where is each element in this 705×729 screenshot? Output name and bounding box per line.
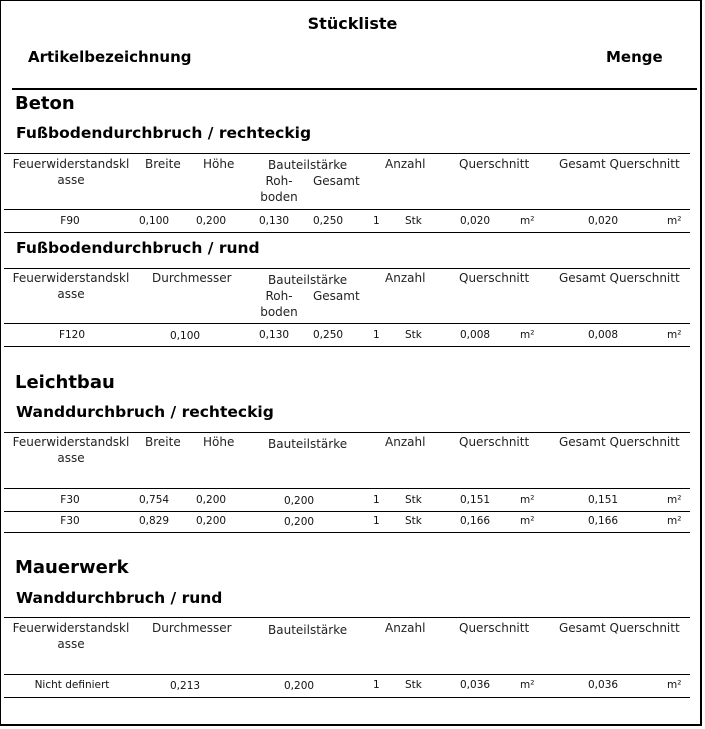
header-total: Gesamt [313,174,360,188]
table-header-bottom-line [4,488,690,489]
cell-unit: Stk [405,329,422,341]
cell-unit: Stk [405,515,422,527]
cell-total-cross-section-unit: m² [667,329,682,341]
cell-total-cross-section-unit: m² [667,679,682,691]
cell-total-cross-section: 0,020 [588,215,619,227]
header-total-cross-section: Gesamt Querschnitt [559,157,680,171]
cell-height: 0,200 [196,515,227,527]
cell-count: 1 [373,515,380,527]
cell-total-cross-section: 0,151 [588,494,619,506]
header-count: Anzahl [385,435,426,449]
cell-total-cross-section-unit: m² [667,494,682,506]
group-title-beton: Beton [15,93,75,114]
cell-total-cross-section-unit: m² [667,515,682,527]
row-line [4,232,690,233]
table-header-line [4,268,690,269]
header-rule [12,88,697,90]
cell-width: 0,100 [139,215,170,227]
header-width: Breite [145,157,181,171]
cell-cross-section-unit: m² [520,215,535,227]
header-cross-section: Querschnitt [459,157,530,171]
cell-total-cross-section: 0,036 [588,679,619,691]
cell-total: 0,250 [313,215,344,227]
header-wall-thickness: Bauteilstärke [268,273,348,287]
header-raw-floor: Roh- boden [260,174,298,204]
cell-diameter: 0,100 [170,330,201,342]
cell-unit: Stk [405,215,422,227]
cell-total: 0,250 [313,329,344,341]
cell-count: 1 [373,679,380,691]
table-header-bottom-line [4,209,690,210]
cell-cross-section-unit: m² [520,515,535,527]
header-cross-section: Querschnitt [459,271,530,285]
header-wall-thickness: Bauteilstärke [268,158,348,172]
row-line [4,697,690,698]
header-total: Gesamt [313,289,360,303]
cell-count: 1 [373,215,380,227]
header-total-cross-section: Gesamt Querschnitt [559,621,680,635]
table-header-bottom-line [4,323,690,324]
table-header-line [4,617,690,618]
header-wall-thickness: Bauteilstärke [268,623,348,637]
header-count: Anzahl [385,621,426,635]
cell-height: 0,200 [196,215,227,227]
cell-total-cross-section: 0,166 [588,515,619,527]
header-cross-section: Querschnitt [459,621,530,635]
section-title: Fußbodendurchbruch / rechteckig [16,124,312,142]
section-title: Wanddurchbruch / rund [16,589,223,607]
header-count: Anzahl [385,271,426,285]
cell-unit: Stk [405,494,422,506]
header-cross-section: Querschnitt [459,435,530,449]
cell-cross-section: 0,151 [460,494,491,506]
section-title: Wanddurchbruch / rechteckig [16,403,274,421]
row-line [4,511,690,512]
cell-cross-section: 0,036 [460,679,491,691]
cell-wall-thickness: 0,200 [284,516,315,528]
header-count: Anzahl [385,157,426,171]
cell-cross-section: 0,008 [460,329,491,341]
header-raw-floor: Roh- boden [260,289,298,319]
section-title: Fußbodendurchbruch / rund [16,239,260,257]
cell-total-cross-section-unit: m² [667,215,682,227]
cell-cross-section: 0,020 [460,215,491,227]
cell-fire-class: F90 [60,215,80,227]
cell-count: 1 [373,494,380,506]
cell-count: 1 [373,329,380,341]
cell-total-cross-section: 0,008 [588,329,619,341]
header-total-cross-section: Gesamt Querschnitt [559,435,680,449]
row-line [4,532,690,533]
cell-width: 0,754 [139,494,170,506]
page-title: Stückliste [307,14,398,33]
group-title-mauerwerk: Mauerwerk [15,557,129,578]
header-height: Höhe [203,157,235,171]
cell-unit: Stk [405,679,422,691]
cell-height: 0,200 [196,494,227,506]
cell-fire-class: F30 [60,494,80,506]
table-header-line [4,432,690,433]
row-line [4,346,690,347]
cell-cross-section: 0,166 [460,515,491,527]
cell-cross-section-unit: m² [520,494,535,506]
cell-raw-floor: 0,130 [259,329,290,341]
cell-wall-thickness: 0,200 [284,495,315,507]
header-wall-thickness: Bauteilstärke [268,437,348,451]
cell-fire-class: F30 [60,515,80,527]
table-header-bottom-line [4,674,690,675]
header-fire-class: Feuerwiderstandskl asse [12,271,130,301]
column-header-article: Artikelbezeichnung [28,48,192,66]
header-height: Höhe [203,435,235,449]
cell-width: 0,829 [139,515,170,527]
header-fire-class: Feuerwiderstandskl asse [12,157,130,187]
header-width: Breite [145,435,181,449]
cell-fire-class: F120 [58,329,86,341]
cell-cross-section-unit: m² [520,329,535,341]
group-title-leichtbau: Leichtbau [15,372,115,393]
cell-wall-thickness: 0,200 [284,680,315,692]
table-header-line [4,153,690,154]
cell-raw-floor: 0,130 [259,215,290,227]
column-header-quantity: Menge [606,48,663,66]
header-total-cross-section: Gesamt Querschnitt [559,271,680,285]
header-fire-class: Feuerwiderstandskl asse [12,435,130,465]
header-diameter: Durchmesser [152,271,232,285]
cell-fire-class: Nicht definiert [34,679,110,691]
header-fire-class: Feuerwiderstandskl asse [12,621,130,651]
cell-cross-section-unit: m² [520,679,535,691]
header-diameter: Durchmesser [152,621,232,635]
cell-diameter: 0,213 [170,680,201,692]
